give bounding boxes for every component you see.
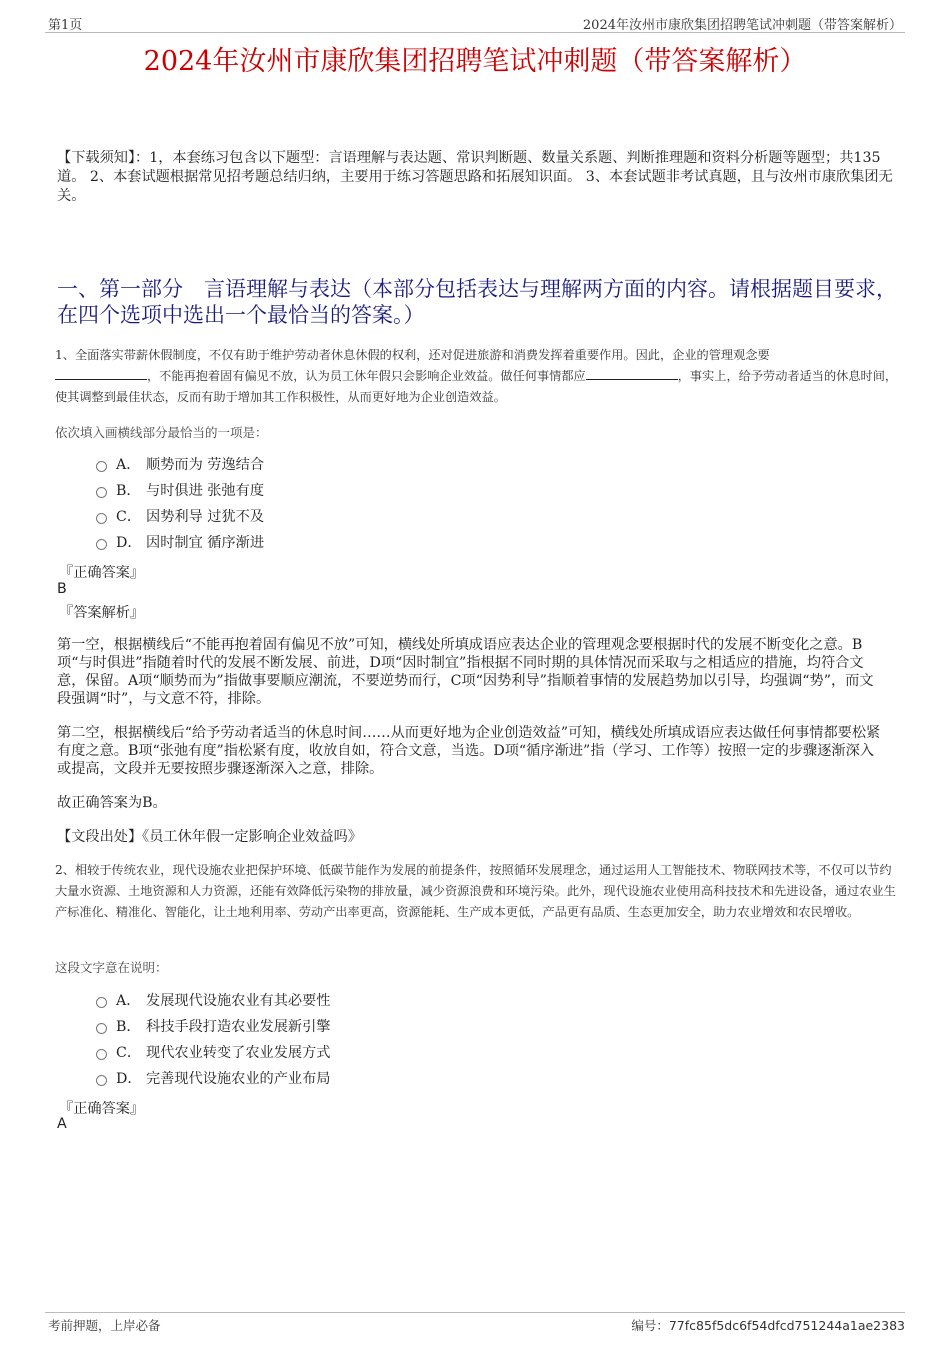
question-1-analysis-label: 『答案解析』 — [59, 605, 145, 621]
question-2-option-a[interactable]: A． 发展现代设施农业有其必要性 — [96, 988, 330, 1014]
question-2-answer-label: 『正确答案』 — [59, 1101, 145, 1117]
question-1-text-part-a: 1、全面落实带薪休假制度，不仅有助于维护劳动者休息休假的权利，还对促进旅游和消费发挥着重要作用。因此，企业的管理观念要 — [55, 348, 770, 362]
question-1-text-part-c: ，事实上，给予劳动者适当的休息时间，使其调整到最佳状态，反而有助于增加其工作积极性，从而更好地为企业创造效益。 — [55, 369, 898, 404]
question-2-options — [96, 988, 330, 1092]
download-notice: 【下载须知】：1，本套练习包含以下题型：言语理解与表达题、常识判断题、数量关系题、判断推理题和资料分析题等题型；共135道。 2、本套试题根据常见招考题总结归纳，主要用于练习答题思路和拓展知识面。 3、本套试题非考试真题，且与汝州市康欣集团无关。 — [57, 150, 893, 204]
page-number: 第1页 — [48, 18, 83, 33]
question-1-text-part-b: ，不能再抱着固有偏见不放，认为员工休年假只会影响企业效益。做任何事情都应 — [147, 369, 586, 383]
section-heading: 一、第一部分 言语理解与表达（本部分包括表达与理解两方面的内容。请根据题目要求，在四个选项中选出一个最恰当的答案。） — [57, 277, 897, 327]
radio-icon[interactable] — [96, 997, 107, 1008]
footer-code-value: 77fc85f5dc6f54dfcd751244a1ae2383 — [668, 1318, 905, 1333]
footer-code — [631, 1316, 905, 1334]
radio-icon[interactable] — [96, 461, 107, 472]
question-2-text: 2、相较于传统农业，现代设施农业把保护环境、低碳节能作为发展的前提条件，按照循环发展理念，通过运用人工智能技术、物联网技术等，不仅可以节约大量水资源、土地资源和人力资源，还能有效降低污染物的排放量，减少资源浪费和环境污染。此外，现代设施农业使用高科技技术和先进设备，通过农业生产标准化、精准化、智能化，让土地利用率、劳动产出率更高，资源能耗、生产成本更低，产品更有品质、生态更加安全，助力农业增效和农民增收。 — [55, 863, 896, 919]
question-1-prompt: 依次填入画横线部分最恰当的一项是： — [55, 425, 268, 440]
question-1-answer: B — [57, 581, 67, 597]
radio-icon[interactable] — [96, 1023, 107, 1034]
footer-slogan: 考前押题，上岸必备 — [48, 1318, 161, 1333]
answer-blank-1 — [55, 367, 147, 380]
page-footer — [45, 1312, 905, 1337]
question-2-option-c[interactable]: C． 现代农业转变了农业发展方式 — [96, 1040, 330, 1066]
question-2-prompt: 这段文字意在说明： — [55, 960, 168, 975]
answer-blank-2 — [586, 367, 678, 380]
question-1-option-a[interactable]: A． 顺势而为 劳逸结合 — [96, 452, 264, 478]
question-1-options — [96, 452, 264, 556]
question-1-conclusion: 故正确答案为B。 — [57, 795, 167, 811]
question-1-answer-label: 『正确答案』 — [59, 565, 145, 581]
question-1-option-d[interactable]: D． 因时制宜 循序渐进 — [96, 530, 264, 556]
question-1-analysis-paragraph-1: 第一空，根据横线后“不能再抱着固有偏见不放”可知，横线处所填成语应表达企业的管理观念要根据时代的发展不断变化之意。B项“与时俱进”指随着时代的发展不断发展、前进，D项“因时制宜”指根据不同时期的具体情况而采取与之相适应的措施，均符合文意，保留。A项“顺势而为”指做事要顺应潮流，不要逆势而行，C项“因势利导”指顺着事情的发展趋势加以引导，均强调“势”，而文段强调“时”，与文意不符，排除。 — [57, 637, 874, 707]
question-1-text — [55, 345, 900, 408]
question-2-option-b[interactable]: B． 科技手段打造农业发展新引擎 — [96, 1014, 330, 1040]
radio-icon[interactable] — [96, 1075, 107, 1086]
question-1-source: 【文段出处】《员工休年假一定影响企业效益吗》 — [57, 829, 363, 845]
page-header — [45, 14, 905, 33]
footer-code-label: 编号： — [631, 1318, 669, 1333]
document-title: 2024年汝州市康欣集团招聘笔试冲刺题（带答案解析） — [143, 46, 807, 77]
radio-icon[interactable] — [96, 539, 107, 550]
question-1-option-b[interactable]: B． 与时俱进 张弛有度 — [96, 478, 264, 504]
question-1-option-c[interactable]: C． 因势利导 过犹不及 — [96, 504, 264, 530]
question-2-option-d[interactable]: D． 完善现代设施农业的产业布局 — [96, 1066, 330, 1092]
radio-icon[interactable] — [96, 1049, 107, 1060]
question-2-answer: A — [57, 1116, 67, 1132]
radio-icon[interactable] — [96, 513, 107, 524]
question-1-analysis-paragraph-2: 第二空，根据横线后“给予劳动者适当的休息时间……从而更好地为企业创造效益”可知，横线处所填成语应表达做任何事情都要松紧有度之意。B项“张弛有度”指松紧有度，收放自如，符合文意，当选。D项“循序渐进”指（学习、工作等）按照一定的步骤逐渐深入或提高，文段并无要按照步骤逐渐深入之意，排除。 — [57, 725, 881, 777]
header-doc-title: 2024年汝州市康欣集团招聘笔试冲刺题（带答案解析） — [582, 18, 902, 33]
radio-icon[interactable] — [96, 487, 107, 498]
